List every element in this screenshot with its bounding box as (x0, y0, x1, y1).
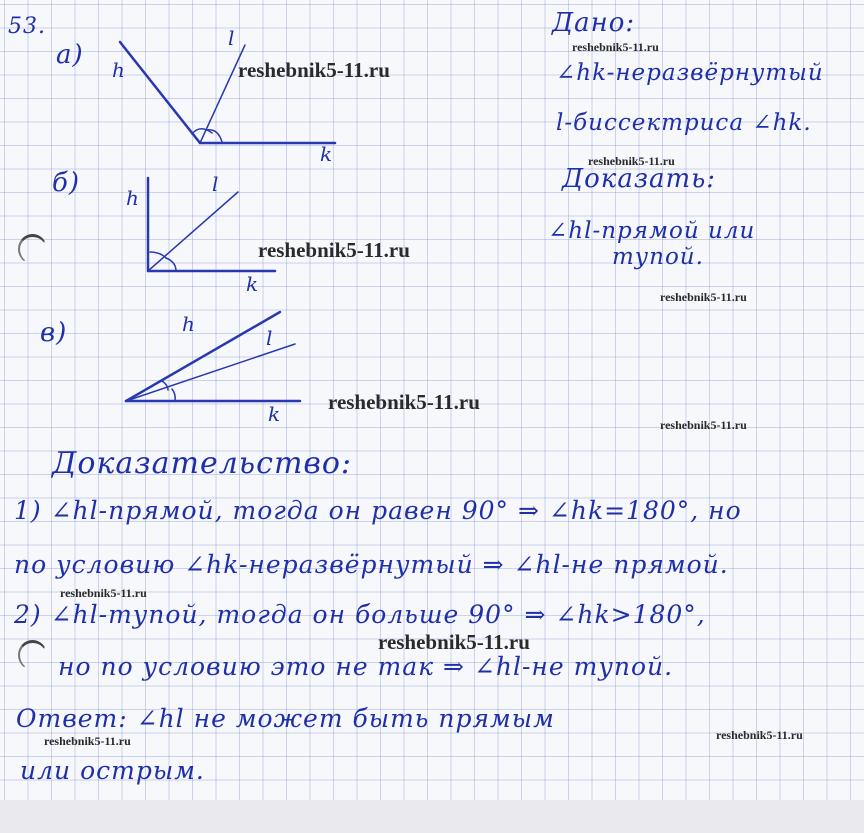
watermark: reshebnik5-11.ru (588, 154, 675, 168)
figure-c (126, 312, 300, 401)
figure-c-h-label: h (182, 312, 196, 336)
prove-title: Доказать: (562, 164, 717, 194)
watermark: reshebnik5-11.ru (660, 290, 747, 304)
figure-a-arc-2 (206, 130, 222, 142)
prove-line-2: тупой. (612, 244, 704, 270)
figure-c-k-label: k (268, 402, 282, 426)
figure-a-k-label: k (320, 142, 334, 166)
proof-line-1: 1) ∠hl-прямой, тогда он равен 90° ⇒ ∠hk=180°, но (14, 496, 742, 525)
proof-line-2: по условию ∠hk-неразвёрнутый ⇒ ∠hl-не прямой. (14, 550, 729, 579)
answer-line-1: Ответ: ∠hl не может быть прямым (16, 704, 555, 733)
watermark: reshebnik5-11.ru (60, 586, 147, 600)
figure-a-h-label: h (112, 58, 126, 82)
watermark: reshebnik5-11.ru (378, 630, 530, 654)
figure-b-arc-2 (166, 258, 176, 271)
figure-b-ray-l (148, 192, 238, 271)
watermark: reshebnik5-11.ru (660, 418, 747, 432)
answer-line-2: или острым. (20, 756, 205, 785)
binder-hole (18, 640, 47, 670)
watermark: reshebnik5-11.ru (716, 728, 803, 742)
prove-line-1: ∠hl-прямой или (548, 218, 756, 244)
watermark: reshebnik5-11.ru (44, 734, 131, 748)
given-title: Дано: (552, 8, 636, 38)
binder-hole (18, 234, 47, 264)
proof-line-3: 2) ∠hl-тупой, тогда он больше 90° ⇒ ∠hk>180°, (14, 600, 706, 629)
given-line-1: ∠hk-неразвёрнутый (556, 60, 824, 86)
figure-b-label: б) (52, 168, 81, 198)
figure-c-label: в) (40, 318, 68, 348)
given-line-2: l-биссектриса ∠hk. (556, 110, 812, 136)
figure-a-ray-h (120, 42, 200, 143)
watermark: reshebnik5-11.ru (328, 390, 480, 414)
problem-number: 53. (8, 14, 46, 39)
proof-line-4: но по условию это не так ⇒ ∠hl-не тупой. (58, 652, 674, 681)
figure-c-l-label: l (266, 326, 274, 350)
figure-b-k-label: k (246, 272, 260, 296)
page-bottom-edge (0, 800, 864, 833)
watermark: reshebnik5-11.ru (258, 238, 410, 262)
figure-a-label: а) (56, 40, 84, 70)
figure-b-l-label: l (212, 172, 220, 196)
figure-c-arc-2 (172, 389, 175, 401)
proof-title: Доказательство: (52, 446, 353, 481)
figure-b-h-label: h (126, 186, 140, 210)
watermark: reshebnik5-11.ru (572, 40, 659, 54)
figure-a-l-label: l (228, 26, 236, 50)
watermark: reshebnik5-11.ru (238, 58, 390, 82)
